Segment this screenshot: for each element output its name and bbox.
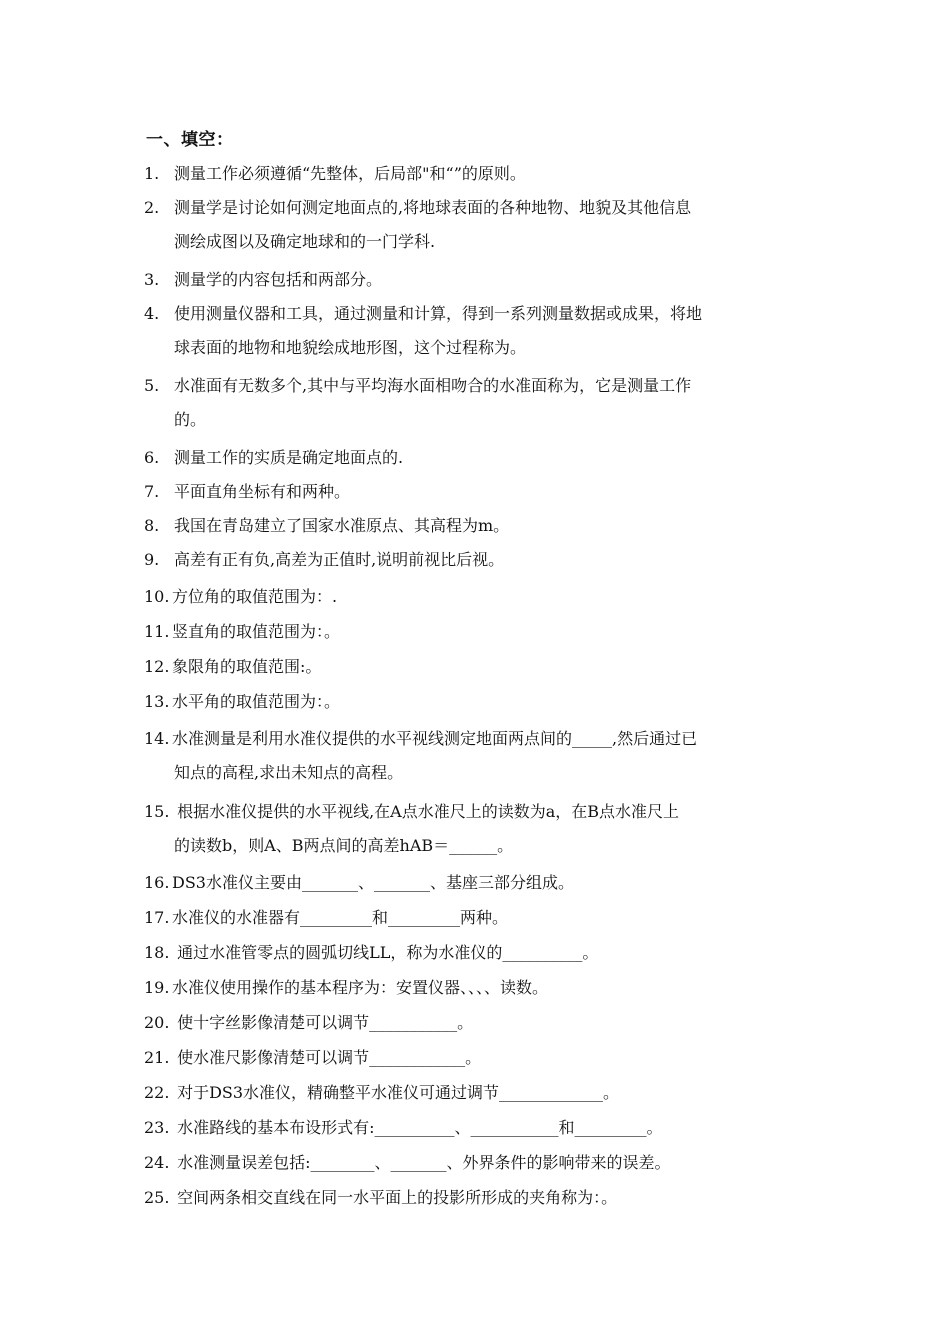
question-number: 2. (144, 198, 160, 217)
question-4 (144, 297, 810, 365)
question-number: 13. (144, 692, 170, 711)
question-number: 4. (144, 304, 160, 323)
question-10 (144, 580, 810, 614)
question-number: 8. (144, 516, 160, 535)
question-text-continued: 测绘成图以及确定地球和的一门学科. (174, 232, 436, 251)
question-text: 测量学是讨论如何测定地面点的,将地球表面的各种地物、地貌及其他信息 (174, 198, 692, 217)
question-number: 23. (144, 1118, 170, 1137)
question-text: 对于DS3水准仪，精确整平水准仪可通过调节_____________。 (172, 1083, 620, 1102)
question-13 (144, 685, 810, 719)
question-text-continued: 知点的高程,求出未知点的高程。 (174, 763, 404, 782)
question-text-continued: 的读数b，则A、B两点间的高差hAB＝______。 (174, 836, 514, 855)
question-9 (144, 543, 810, 577)
question-8 (144, 509, 810, 543)
question-18 (144, 936, 810, 970)
question-text: 竖直角的取值范围为：。 (172, 622, 341, 641)
question-7 (144, 475, 810, 509)
question-text: 方位角的取值范围为：. (172, 587, 338, 606)
question-16 (144, 866, 810, 900)
question-text: 根据水准仪提供的水平视线,在A点水准尺上的读数为a，在B点水准尺上 (172, 802, 680, 821)
question-text: 水准面有无数多个,其中与平均海水面相吻合的水准面称为，它是测量工作 (174, 376, 692, 395)
question-number: 22. (144, 1083, 170, 1102)
question-text: 水准路线的基本布设形式有:__________、___________和_________。 (172, 1118, 663, 1137)
question-22 (144, 1076, 810, 1110)
question-11 (144, 615, 810, 649)
question-number: 5. (144, 376, 160, 395)
question-text: 使用测量仪器和工具，通过测量和计算，得到一系列测量数据或成果，将地 (174, 304, 703, 323)
question-number: 19. (144, 978, 170, 997)
question-text: 水准测量误差包括:________、_______、外界条件的影响带来的误差。 (172, 1153, 671, 1172)
question-3 (144, 263, 810, 297)
question-12 (144, 650, 810, 684)
question-text-continued: 的。 (174, 410, 207, 429)
question-text: 我国在青岛建立了国家水准原点、其高程为m。 (174, 516, 510, 535)
question-17 (144, 901, 810, 935)
question-text: 平面直角坐标有和两种。 (174, 482, 351, 501)
question-24 (144, 1146, 810, 1180)
question-19 (144, 971, 810, 1005)
question-number: 18. (144, 943, 170, 962)
question-number: 20. (144, 1013, 170, 1032)
question-text: 使水准尺影像清楚可以调节____________。 (172, 1048, 482, 1067)
question-2 (144, 191, 810, 259)
question-14 (144, 722, 810, 790)
question-number: 17. (144, 908, 170, 927)
question-number: 7. (144, 482, 160, 501)
question-number: 15. (144, 802, 170, 821)
question-15 (144, 795, 810, 863)
question-number: 14. (144, 729, 170, 748)
question-text: 使十字丝影像清楚可以调节___________。 (172, 1013, 474, 1032)
question-number: 6. (144, 448, 160, 467)
question-text: DS3水准仪主要由_______、_______、基座三部分组成。 (172, 873, 574, 892)
question-number: 1. (144, 164, 160, 183)
question-21 (144, 1041, 810, 1075)
question-number: 12. (144, 657, 170, 676)
question-text: 通过水准管零点的圆弧切线LL，称为水准仪的__________。 (172, 943, 599, 962)
question-20 (144, 1006, 810, 1040)
question-text: 测量工作必须遵循“先整体，后局部"和“”的原则。 (174, 164, 526, 183)
question-number: 25. (144, 1188, 170, 1207)
question-text-continued: 球表面的地物和地貌绘成地形图，这个过程称为。 (174, 338, 527, 357)
question-text: 测量工作的实质是确定地面点的. (174, 448, 404, 467)
question-text: 水准测量是利用水准仪提供的水平视线测定地面两点间的_____,然后通过已 (172, 729, 698, 748)
question-number: 21. (144, 1048, 170, 1067)
question-number: 10. (144, 587, 170, 606)
question-text: 测量学的内容包括和两部分。 (174, 270, 383, 289)
question-number: 9. (144, 550, 160, 569)
question-1 (144, 157, 810, 191)
section-title: 一、填空： (146, 130, 234, 150)
question-25 (144, 1181, 810, 1215)
question-6 (144, 441, 810, 475)
question-text: 空间两条相交直线在同一水平面上的投影所形成的夹角称为：。 (172, 1188, 618, 1207)
question-number: 24. (144, 1153, 170, 1172)
question-text: 象限角的取值范围:。 (172, 657, 322, 676)
question-number: 11. (144, 622, 170, 641)
question-23 (144, 1111, 810, 1145)
question-text: 水准仪使用操作的基本程序为：安置仪器、、、、读数。 (172, 978, 549, 997)
question-text: 水平角的取值范围为：。 (172, 692, 341, 711)
question-text: 水准仪的水准器有_________和_________两种。 (172, 908, 509, 927)
question-number: 16. (144, 873, 170, 892)
question-5 (144, 369, 810, 437)
question-text: 高差有正有负,高差为正值时,说明前视比后视。 (174, 550, 505, 569)
question-number: 3. (144, 270, 160, 289)
